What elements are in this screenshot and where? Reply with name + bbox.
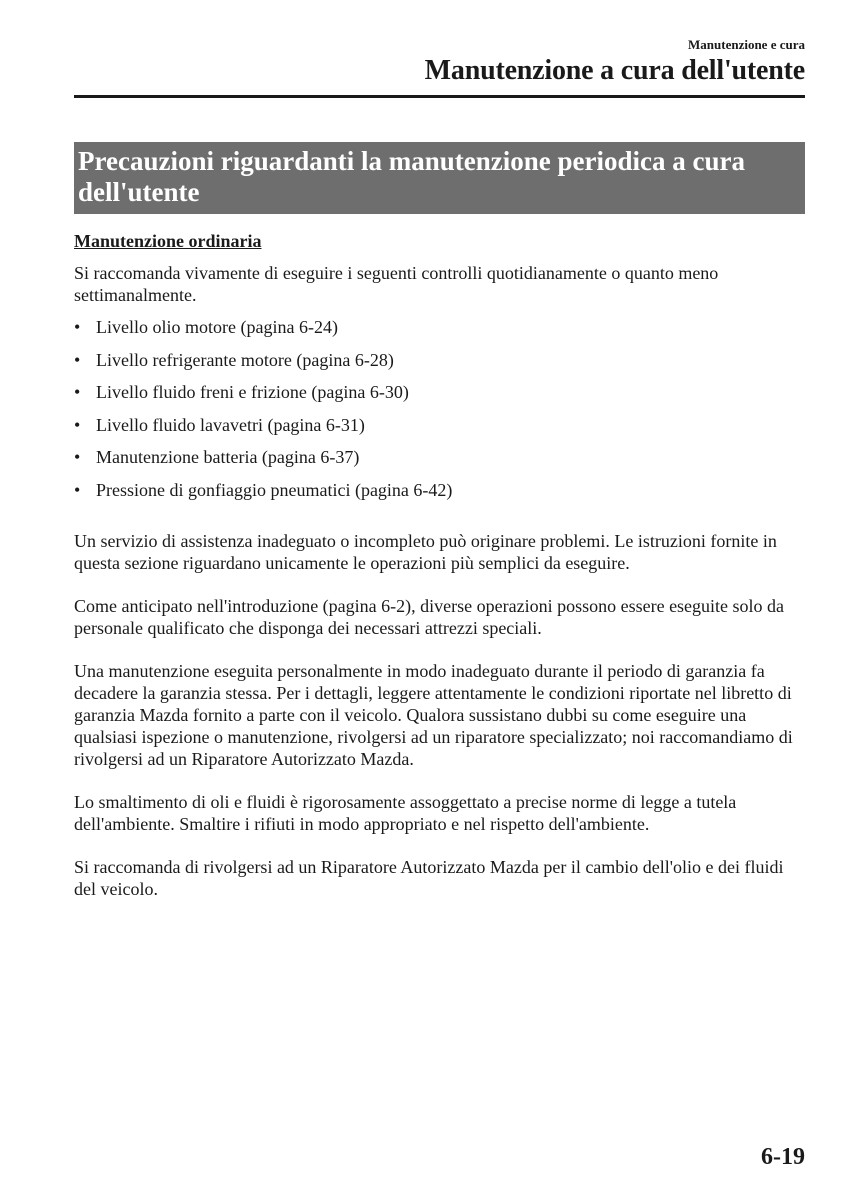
main-content [74,230,805,900]
page-number: 6-19 [761,1144,805,1170]
bullet-icon: • [74,382,81,402]
list-item [74,479,805,512]
list-item [74,446,805,479]
check-list [74,316,805,511]
list-item [74,349,805,382]
paragraph: Una manutenzione eseguita personalmente in modo inadeguato durante il periodo di garanzia fa decadere la garanzia stessa. Per i dettagli, leggere attentamente le condizioni riportate nel libretto di garanzia Mazda fornito a parte con il veicolo. Qualora sussistano dubbi su come eseguire una qualsiasi ispezione o manutenzione, rivolgersi ad un riparatore specializzato; noi raccomandiamo di rivolgersi ad un Riparatore Autorizzato Mazda. [74,661,793,769]
list-item-text: Livello fluido freni e frizione (pagina 6-30) [96,382,409,402]
list-item-text: Livello fluido lavavetri (pagina 6-31) [96,414,365,435]
paragraph: Come anticipato nell'introduzione (pagina 6-2), diverse operazioni possono essere eseguite solo da personale qualificato che disponga dei necessari attrezzi speciali. [74,596,785,638]
bullet-icon: • [74,479,81,500]
bullet-icon: • [74,317,81,337]
header-divider [74,95,805,98]
page-title: Manutenzione a cura dell'utente [424,55,805,86]
intro-paragraph: Si raccomanda vivamente di eseguire i seguenti controlli quotidianamente o quanto meno settimanalmente. [74,263,719,305]
bullet-icon: • [74,447,81,467]
paragraph: Si raccomanda di rivolgersi ad un Riparatore Autorizzato Mazda per il cambio dell'olio e dei fluidi del veicolo. [74,857,784,899]
list-item-text: Pressione di gonfiaggio pneumatici (pagina 6-42) [96,479,453,500]
list-item-text: Livello olio motore (pagina 6-24) [96,317,338,337]
list-item [74,381,805,414]
bullet-icon: • [74,414,81,435]
paragraph: Lo smaltimento di oli e fluidi è rigorosamente assoggettato a precise norme di legge a tutela dell'ambiente. Smaltire i rifiuti in modo appropriato e nel rispetto dell'ambiente. [74,792,737,834]
section-heading: Precauzioni riguardanti la manutenzione periodica a cura dell'utente [78,146,745,207]
chapter-label: Manutenzione e cura [688,37,805,52]
section-heading-banner [74,142,805,214]
list-item-text: Livello refrigerante motore (pagina 6-28) [96,349,394,370]
subheading: Manutenzione ordinaria [74,231,262,251]
bullet-icon: • [74,349,81,370]
paragraph: Un servizio di assistenza inadeguato o incompleto può originare problemi. Le istruzioni fornite in questa sezione riguardano unicamente le operazioni più semplici da eseguire. [74,531,777,573]
list-item [74,414,805,447]
list-item [74,316,805,349]
list-item-text: Manutenzione batteria (pagina 6-37) [96,447,360,467]
